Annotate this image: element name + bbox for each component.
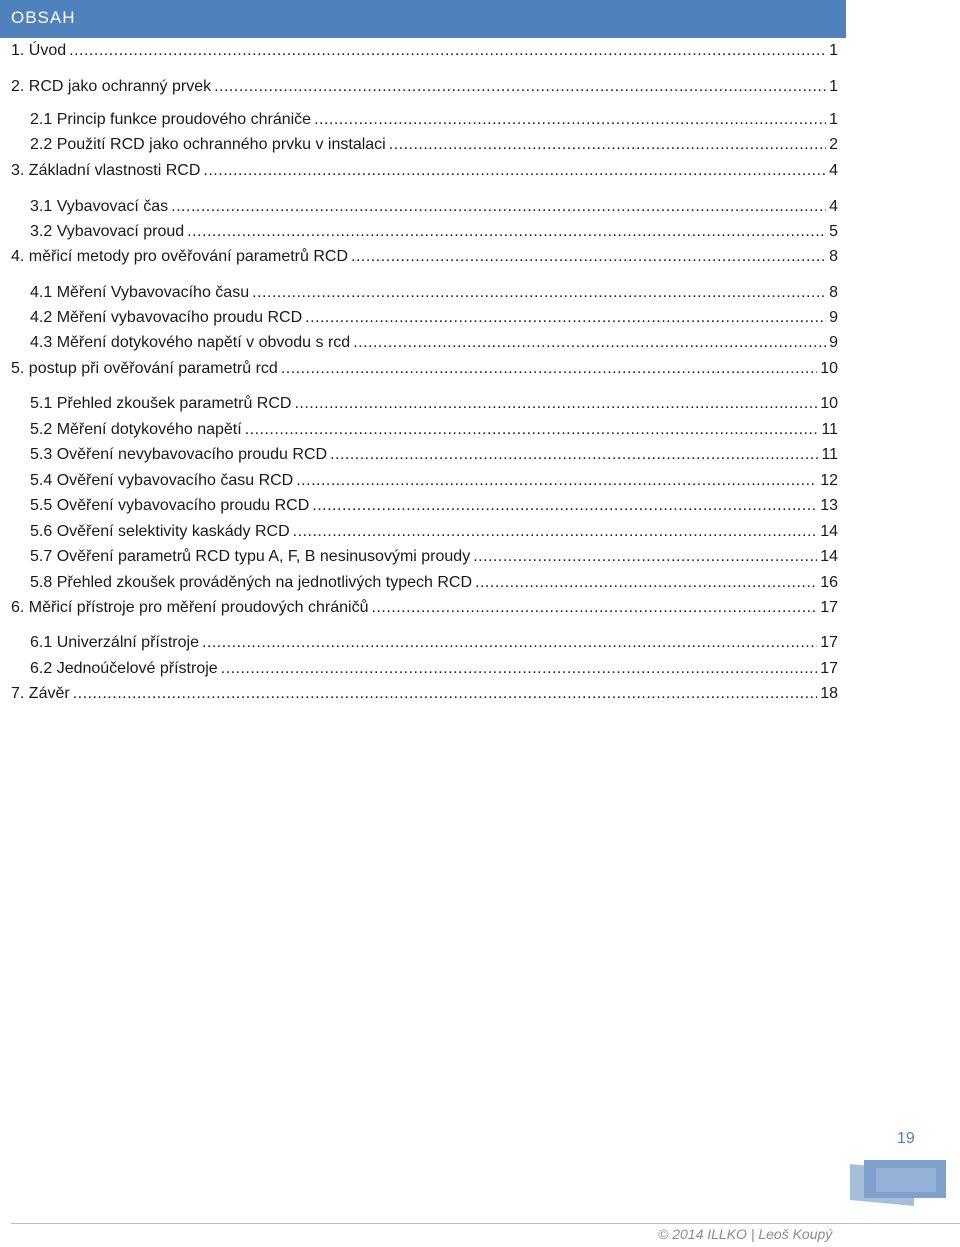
toc-entry[interactable]: 5.6 Ověření selektivity kaskády RCD ..... 14 <box>30 522 838 542</box>
toc-entry[interactable]: 5.4 Ověření vybavovacího času RCD ..... 12 <box>30 471 838 491</box>
toc-entry[interactable]: 2. RCD jako ochranný prvek ..... 1 <box>11 77 838 97</box>
toc-entry[interactable]: 5.1 Přehled zkoušek parametrů RCD ..... 10 <box>30 394 838 414</box>
toc-entry[interactable]: 5.7 Ověření parametrů RCD typu A, F, B nesinusovými proudy ..... 14 <box>30 547 838 567</box>
toc-entry[interactable]: 5. postup při ověřování parametrů rcd ..... 10 <box>11 359 838 379</box>
footer-divider <box>11 1223 960 1224</box>
toc-entry[interactable]: 7. Závěr ..... 18 <box>11 684 838 704</box>
toc-entry[interactable]: 1. Úvod ..... 1 <box>11 41 838 61</box>
toc-entry[interactable]: 3. Základní vlastnosti RCD ..... 4 <box>11 161 838 181</box>
toc-entry[interactable]: 5.5 Ověření vybavovacího proudu RCD ..... 13 <box>30 496 838 516</box>
toc-entry[interactable]: 5.2 Měření dotykového napětí ..... 11 <box>30 420 838 440</box>
footer-copyright: © 2014 ILLKO | Leoš Koupý <box>658 1226 833 1242</box>
toc-entry[interactable]: 6.2 Jednoúčelové přístroje ..... 17 <box>30 659 838 679</box>
toc-entry[interactable]: 4.2 Měření vybavovacího proudu RCD ..... 9 <box>30 308 838 328</box>
toc-entry[interactable]: 5.3 Ověření nevybavovacího proudu RCD ..... 11 <box>30 445 838 465</box>
toc-entry[interactable]: 3.2 Vybavovací proud ..... 5 <box>30 222 838 242</box>
toc-entry[interactable]: 3.1 Vybavovací čas ..... 4 <box>30 197 838 217</box>
toc-entry[interactable]: 2.1 Princip funkce proudového chrániče ..... 1 <box>30 110 838 130</box>
page-number: 19 <box>897 1130 915 1147</box>
toc-header <box>0 0 846 38</box>
toc-entry[interactable]: 4.1 Měření Vybavovacího času ..... 8 <box>30 283 838 303</box>
toc-entry[interactable]: 4. měřicí metody pro ověřování parametrů RCD ..... 8 <box>11 247 838 267</box>
toc-title: OBSAH <box>11 8 76 27</box>
toc-entry[interactable]: 4.3 Měření dotykového napětí v obvodu s rcd ..... 9 <box>30 333 838 353</box>
toc-entry[interactable]: 6. Měřicí přístroje pro měření proudových chráničů ..... 17 <box>11 598 838 618</box>
toc-entry[interactable]: 2.2 Použití RCD jako ochranného prvku v instalaci ..... 2 <box>30 135 838 155</box>
page-corner-ribbon-icon <box>850 1160 946 1210</box>
toc-entry[interactable]: 5.8 Přehled zkoušek prováděných na jednotlivých typech RCD ..... 16 <box>30 573 838 593</box>
toc-entry[interactable]: 6.1 Univerzální přístroje ..... 17 <box>30 633 838 653</box>
